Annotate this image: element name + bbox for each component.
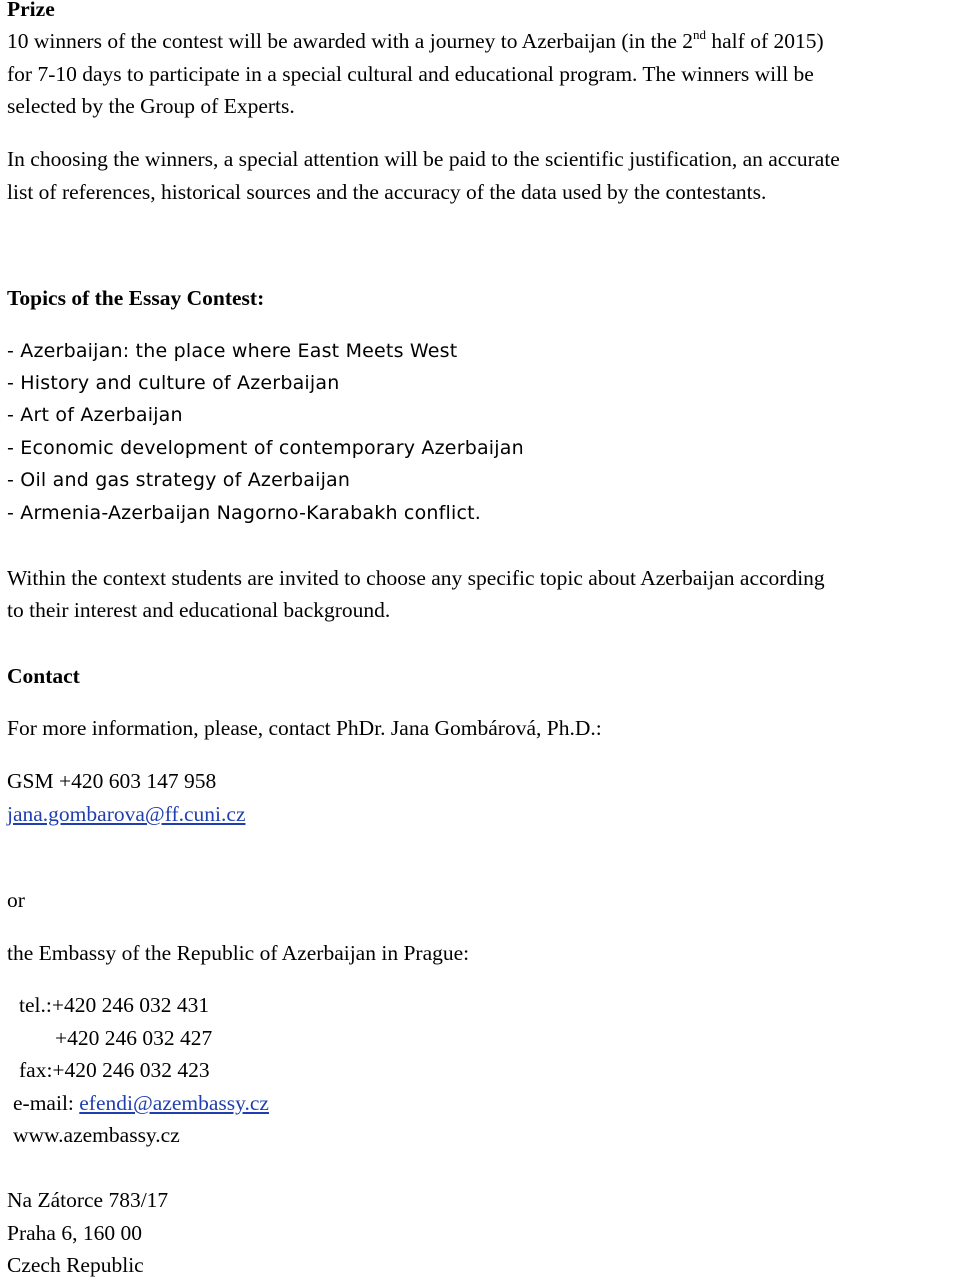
address-line-2: Praha 6, 160 00: [7, 1221, 142, 1245]
prize-text-line-3: selected by the Group of Experts.: [7, 94, 295, 118]
or-text: or: [7, 888, 25, 912]
embassy-email-label: e-mail:: [13, 1091, 80, 1115]
prize-text-line-2: for 7-10 days to participate in a special cultural and educational program. The winners will be: [7, 62, 814, 86]
contact-heading: Contact: [7, 664, 80, 688]
contact-info: For more information, please, contact PhDr. Jana Gombárová, Ph.D.:: [7, 716, 602, 740]
topic-item: - Azerbaijan: the place where East Meets West: [7, 340, 458, 362]
contact-email: [7, 798, 245, 830]
embassy-email-line: [13, 1087, 269, 1119]
topic-item: - History and culture of Azerbaijan: [7, 372, 340, 394]
prize-heading: Prize: [7, 0, 55, 21]
topic-item: - Oil and gas strategy of Azerbaijan: [7, 469, 351, 491]
topic-item: - Armenia-Azerbaijan Nagorno-Karabakh conflict.: [7, 502, 482, 524]
prize-text-line-1a: 10 winners of the contest will be awarded with a journey to Azerbaijan (in the 2: [7, 29, 694, 53]
prize-text-line-1b: half of 2015): [706, 29, 824, 53]
address-line-3: Czech Republic: [7, 1253, 144, 1277]
embassy-tel-1: tel.:+420 246 032 431: [19, 993, 210, 1017]
address-line-1: Na Zátorce 783/17: [7, 1188, 169, 1212]
topic-item: - Art of Azerbaijan: [7, 404, 183, 426]
embassy-fax: fax:+420 246 032 423: [19, 1058, 210, 1082]
embassy-tel-2: +420 246 032 427: [55, 1026, 213, 1050]
ordinal-superscript: nd: [693, 27, 707, 42]
topics-heading: Topics of the Essay Contest:: [7, 286, 265, 310]
embassy-heading: the Embassy of the Republic of Azerbaijan in Prague:: [7, 941, 470, 965]
criteria-text-line-2: list of references, historical sources and the accuracy of the data used by the contestants.: [7, 180, 767, 204]
topic-item: - Economic development of contemporary Azerbaijan: [7, 437, 524, 459]
prize-text-line-1: [7, 25, 824, 57]
contact-email-link[interactable]: jana.gombarova@ff.cuni.cz: [7, 802, 246, 826]
contact-gsm: GSM +420 603 147 958: [7, 769, 217, 793]
criteria-text-line-1: In choosing the winners, a special attention will be paid to the scientific justification, an accurate: [7, 147, 840, 171]
topics-note-line-2: to their interest and educational background.: [7, 598, 391, 622]
embassy-email-link[interactable]: efendi@azembassy.cz: [79, 1091, 269, 1115]
topics-note-line-1: Within the context students are invited to choose any specific topic about Azerbaijan according: [7, 566, 825, 590]
embassy-website: www.azembassy.cz: [13, 1123, 180, 1147]
